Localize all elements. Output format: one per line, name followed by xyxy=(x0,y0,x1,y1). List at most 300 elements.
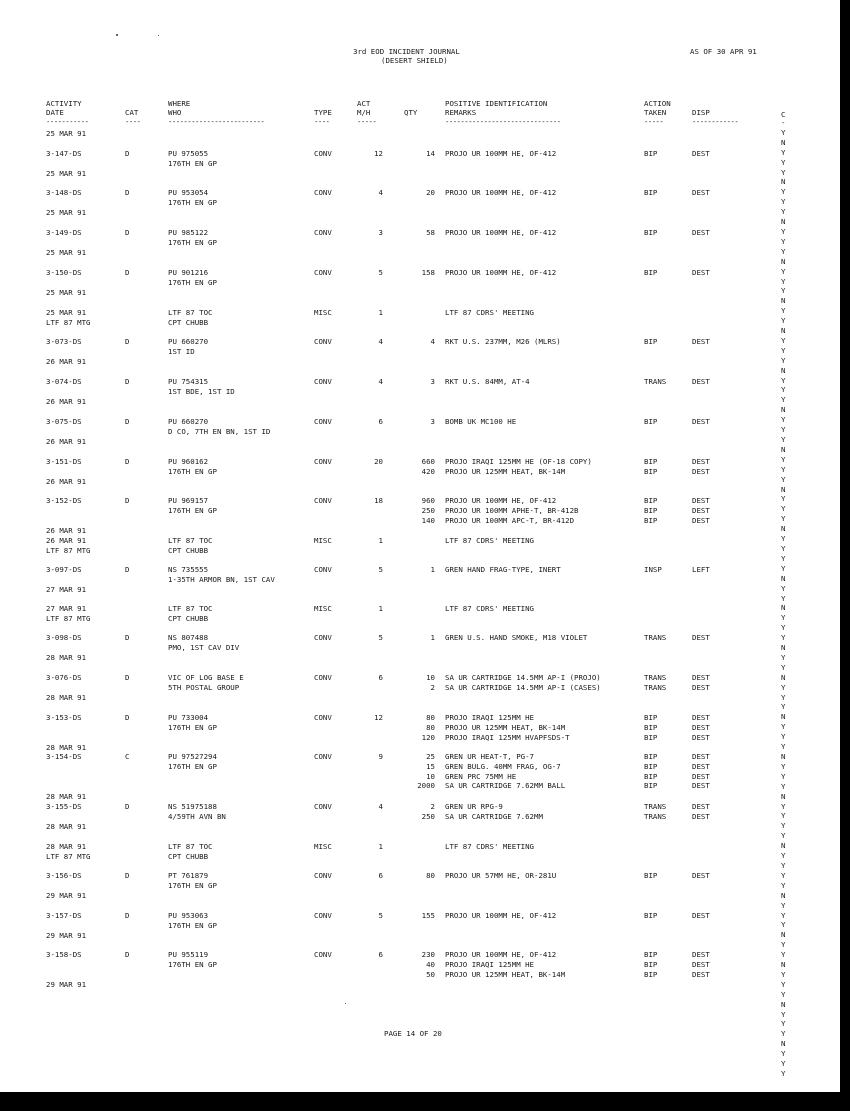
col-who: WHO xyxy=(168,108,182,117)
man-hours: 12 xyxy=(374,713,383,722)
item-identification: LTF 87 CDRS' MEETING xyxy=(445,842,534,851)
item-disposition: DEST xyxy=(692,732,710,742)
underline-posid: ------------------------------ xyxy=(445,117,561,126)
scan-speck xyxy=(158,35,159,36)
item-action: BIP xyxy=(644,496,658,505)
where-location: VIC OF LOG BASE E xyxy=(168,673,244,682)
item-qty: 158 xyxy=(421,268,435,277)
item-identification: PROJO UR 100MM APC-T, BR-412D xyxy=(445,515,575,525)
incident-type: CONV xyxy=(314,377,332,386)
incident-type: MISC xyxy=(314,842,332,851)
item-qty: 80 xyxy=(426,871,435,880)
category: D xyxy=(125,911,130,920)
item-disposition: DEST xyxy=(692,871,710,880)
item-disposition: DEST xyxy=(692,969,710,979)
man-hours: 1 xyxy=(378,604,383,613)
category: D xyxy=(125,713,130,722)
category: D xyxy=(125,228,130,237)
incident-type: CONV xyxy=(314,268,332,277)
who-unit: 1ST BDE, 1ST ID xyxy=(168,386,235,396)
scan-speck xyxy=(345,1003,346,1004)
item-identification: RKT U.S. 237MM, M26 (MLRS) xyxy=(445,337,561,346)
item-action: BIP xyxy=(644,466,658,476)
who-unit: 176TH EN GP xyxy=(168,722,217,732)
item-identification: PROJO UR 100MM HE, OF-412 xyxy=(445,228,557,237)
item-action: BIP xyxy=(644,771,658,781)
where-location: PU 733004 xyxy=(168,713,209,722)
who-unit: 4/59TH AVN BN xyxy=(168,811,226,821)
journal-subtitle: (DESERT SHIELD) xyxy=(381,56,448,65)
item-qty: 120 xyxy=(421,732,435,742)
category: D xyxy=(125,871,130,880)
next-date: 29 MAR 91 xyxy=(46,891,87,901)
incident-type: CONV xyxy=(314,496,332,505)
item-disposition: DEST xyxy=(692,337,710,346)
item-identification: LTF 87 CDRS' MEETING xyxy=(445,604,534,613)
item-disposition: DEST xyxy=(692,457,710,466)
underline-action: ----- xyxy=(644,117,664,126)
item-disposition: DEST xyxy=(692,752,710,761)
where-location: PU 955119 xyxy=(168,950,209,959)
next-date: 28 MAR 91 xyxy=(46,822,87,832)
item-disposition: DEST xyxy=(692,959,710,969)
incident-type: CONV xyxy=(314,752,332,761)
incident-type: CONV xyxy=(314,871,332,880)
item-disposition: DEST xyxy=(692,505,710,515)
item-action: BIP xyxy=(644,761,658,771)
man-hours: 4 xyxy=(378,377,383,386)
incident-type: CONV xyxy=(314,228,332,237)
item-identification: PROJO UR 125MM HEAT, BK-14M xyxy=(445,722,566,732)
where-location: PU 969157 xyxy=(168,496,209,505)
item-identification: PROJO UR 100MM HE, OF-412 xyxy=(445,268,557,277)
underline-type: ---- xyxy=(314,117,330,126)
incident-type: CONV xyxy=(314,911,332,920)
item-qty: 10 xyxy=(426,771,435,781)
scan-border-right xyxy=(840,0,850,1111)
item-disposition: DEST xyxy=(692,802,710,811)
item-identification: RKT U.S. 84MM, AT-4 xyxy=(445,377,530,386)
next-date: 26 MAR 91 xyxy=(46,437,87,447)
incident-type: CONV xyxy=(314,417,332,426)
col-type: TYPE xyxy=(314,108,332,117)
man-hours: 6 xyxy=(378,417,383,426)
item-action: BIP xyxy=(644,722,658,732)
item-identification: PROJO UR 125MM HEAT, BK-14M xyxy=(445,969,566,979)
item-qty: 40 xyxy=(426,959,435,969)
item-qty: 80 xyxy=(426,722,435,732)
item-qty: 25 xyxy=(426,752,435,761)
activity-id: 3-098-DS xyxy=(46,633,82,642)
item-disposition: DEST xyxy=(692,911,710,920)
item-disposition: DEST xyxy=(692,950,710,959)
where-location: PU 754315 xyxy=(168,377,209,386)
item-disposition: DEST xyxy=(692,188,710,197)
activity-id: 28 MAR 91 xyxy=(46,842,87,851)
item-qty: 660 xyxy=(421,457,435,466)
item-action: BIP xyxy=(644,515,658,525)
scan-speck xyxy=(116,34,118,36)
c-column-values: - Y N Y Y Y N Y Y Y N Y Y Y N Y Y Y N Y Y N Y Y Y N Y Y Y N Y Y Y N Y Y Y N Y Y Y N Y Y Y Y N Y Y N Y Y Y N Y Y N Y Y Y N Y Y Y N Y Y Y N Y Y Y Y N Y Y Y Y N Y Y Y N Y Y N Y Y Y N Y Y Y N Y Y Y xyxy=(781,118,786,1078)
item-action: BIP xyxy=(644,268,658,277)
activity-id: 3-152-DS xyxy=(46,496,82,505)
incident-type: MISC xyxy=(314,308,332,317)
where-location: NS 735555 xyxy=(168,565,209,574)
man-hours: 1 xyxy=(378,842,383,851)
item-qty: 10 xyxy=(426,673,435,682)
man-hours: 12 xyxy=(374,149,383,158)
next-date: 28 MAR 91 xyxy=(46,742,87,752)
item-identification: PROJO UR 100MM HE, OF-412 xyxy=(445,950,557,959)
item-qty: 1 xyxy=(430,633,435,642)
item-disposition: DEST xyxy=(692,811,710,821)
item-identification: PROJO IRAQI 125MM HVAPFSDS-T xyxy=(445,732,570,742)
where-location: PU 985122 xyxy=(168,228,209,237)
item-action: BIP xyxy=(644,457,658,466)
item-identification: PROJO UR 100MM APHE-T, BR-412B xyxy=(445,505,579,515)
item-action: BIP xyxy=(644,337,658,346)
man-hours: 6 xyxy=(378,950,383,959)
item-qty: 3 xyxy=(430,377,435,386)
category: D xyxy=(125,496,130,505)
item-qty: 58 xyxy=(426,228,435,237)
who-unit: CPT CHUBB xyxy=(168,613,209,623)
where-location: LTF 87 TOC xyxy=(168,536,213,545)
incident-type: CONV xyxy=(314,633,332,642)
category: D xyxy=(125,377,130,386)
item-disposition: DEST xyxy=(692,268,710,277)
activity-date-sub: LTF 87 MTG xyxy=(46,851,91,861)
who-unit: 5TH POSTAL GROUP xyxy=(168,682,240,692)
activity-id: 3-075-DS xyxy=(46,417,82,426)
who-unit: 176TH EN GP xyxy=(168,466,217,476)
underline-activity: ----------- xyxy=(46,117,89,126)
col-posid: POSITIVE IDENTIFICATION xyxy=(445,99,548,108)
incident-type: CONV xyxy=(314,149,332,158)
activity-id: 25 MAR 91 xyxy=(46,308,87,317)
category: D xyxy=(125,633,130,642)
activity-date-sub: LTF 87 MTG xyxy=(46,317,91,327)
col-where: WHERE xyxy=(168,99,191,108)
scan-border-bottom xyxy=(0,1092,850,1111)
underline-act: ----- xyxy=(357,117,377,126)
activity-date-sub: LTF 87 MTG xyxy=(46,613,91,623)
category: D xyxy=(125,149,130,158)
item-identification: LTF 87 CDRS' MEETING xyxy=(445,536,534,545)
activity-date-sub: LTF 87 MTG xyxy=(46,545,91,555)
who-unit: PMO, 1ST CAV DIV xyxy=(168,642,240,652)
item-disposition: DEST xyxy=(692,228,710,237)
item-disposition: DEST xyxy=(692,771,710,781)
item-action: BIP xyxy=(644,505,658,515)
item-action: TRANS xyxy=(644,633,667,642)
item-action: BIP xyxy=(644,713,658,722)
who-unit: 176TH EN GP xyxy=(168,920,217,930)
item-disposition: DEST xyxy=(692,722,710,732)
item-action: BIP xyxy=(644,959,658,969)
item-action: BIP xyxy=(644,149,658,158)
incident-type: MISC xyxy=(314,604,332,613)
as-of-date: AS OF 30 APR 91 xyxy=(690,47,757,56)
item-action: TRANS xyxy=(644,811,667,821)
where-location: PT 761879 xyxy=(168,871,209,880)
activity-id: 3-076-DS xyxy=(46,673,82,682)
item-action: BIP xyxy=(644,969,658,979)
page-number: PAGE 14 OF 20 xyxy=(384,1029,442,1038)
item-qty: 3 xyxy=(430,417,435,426)
activity-id: 3-157-DS xyxy=(46,911,82,920)
who-unit: CPT CHUBB xyxy=(168,545,209,555)
where-location: PU 901216 xyxy=(168,268,209,277)
item-disposition: DEST xyxy=(692,377,710,386)
next-date: 26 MAR 91 xyxy=(46,357,87,367)
activity-id: 3-149-DS xyxy=(46,228,82,237)
incident-type: MISC xyxy=(314,536,332,545)
col-act: ACT xyxy=(357,99,371,108)
item-qty: 4 xyxy=(430,337,435,346)
activity-id: 3-074-DS xyxy=(46,377,82,386)
activity-id: 3-097-DS xyxy=(46,565,82,574)
item-action: BIP xyxy=(644,911,658,920)
item-action: BIP xyxy=(644,752,658,761)
where-location: LTF 87 TOC xyxy=(168,604,213,613)
col-qty: QTY xyxy=(404,108,418,117)
col-taken: TAKEN xyxy=(644,108,667,117)
next-date: 29 MAR 91 xyxy=(46,931,87,941)
underline-cat: ---- xyxy=(125,117,141,126)
item-qty: 20 xyxy=(426,188,435,197)
who-unit: CPT CHUBB xyxy=(168,317,209,327)
item-qty: 2 xyxy=(430,682,435,692)
col-c: C xyxy=(781,110,786,119)
man-hours: 1 xyxy=(378,536,383,545)
activity-id: 3-148-DS xyxy=(46,188,82,197)
item-action: TRANS xyxy=(644,673,667,682)
activity-id: 3-155-DS xyxy=(46,802,82,811)
next-date: 28 MAR 91 xyxy=(46,693,87,703)
activity-id: 3-150-DS xyxy=(46,268,82,277)
where-location: PU 97527294 xyxy=(168,752,217,761)
col-disp: DISP xyxy=(692,108,710,117)
category: D xyxy=(125,417,130,426)
incident-type: CONV xyxy=(314,337,332,346)
item-qty: 14 xyxy=(426,149,435,158)
man-hours: 6 xyxy=(378,673,383,682)
next-date: 29 MAR 91 xyxy=(46,979,87,989)
where-location: NS 51975188 xyxy=(168,802,217,811)
item-identification: GREN HAND FRAG-TYPE, INERT xyxy=(445,565,561,574)
next-date: 26 MAR 91 xyxy=(46,477,87,487)
man-hours: 4 xyxy=(378,802,383,811)
item-identification: PROJO UR 100MM HE, OF-412 xyxy=(445,496,557,505)
incident-type: CONV xyxy=(314,673,332,682)
who-unit: 1ST ID xyxy=(168,346,195,356)
col-cat: CAT xyxy=(125,108,139,117)
man-hours: 5 xyxy=(378,911,383,920)
item-identification: GREN BULG. 40MM FRAG, OG-7 xyxy=(445,761,561,771)
item-identification: SA UR CARTRIDGE 7.62MM BALL xyxy=(445,781,566,791)
activity-id: 3-151-DS xyxy=(46,457,82,466)
category: D xyxy=(125,337,130,346)
who-unit: 176TH EN GP xyxy=(168,158,217,168)
item-qty: 1 xyxy=(430,565,435,574)
item-identification: GREN UR HEAT-T, PG-7 xyxy=(445,752,534,761)
item-qty: 250 xyxy=(421,505,435,515)
item-qty: 80 xyxy=(426,713,435,722)
where-location: PU 975055 xyxy=(168,149,209,158)
incident-type: CONV xyxy=(314,950,332,959)
where-location: PU 960162 xyxy=(168,457,209,466)
underline-where: ------------------------- xyxy=(168,117,265,126)
item-identification: GREN PRC 75MM HE xyxy=(445,771,517,781)
item-identification: PROJO UR 57MM HE, OR-281U xyxy=(445,871,557,880)
item-disposition: DEST xyxy=(692,761,710,771)
item-qty: 155 xyxy=(421,911,435,920)
category: D xyxy=(125,457,130,466)
col-action: ACTION xyxy=(644,99,671,108)
next-date: 25 MAR 91 xyxy=(46,248,87,258)
incident-type: CONV xyxy=(314,713,332,722)
item-identification: PROJO UR 125MM HEAT, BK-14M xyxy=(445,466,566,476)
item-qty: 960 xyxy=(421,496,435,505)
col-date: DATE xyxy=(46,108,64,117)
who-unit: 176TH EN GP xyxy=(168,761,217,771)
activity-id: 3-153-DS xyxy=(46,713,82,722)
man-hours: 6 xyxy=(378,871,383,880)
item-identification: PROJO IRAQI 125MM HE xyxy=(445,713,534,722)
item-action: BIP xyxy=(644,950,658,959)
item-qty: 2 xyxy=(430,802,435,811)
item-qty: 140 xyxy=(421,515,435,525)
activity-id: 3-147-DS xyxy=(46,149,82,158)
next-date: 26 MAR 91 xyxy=(46,525,87,535)
item-identification: SA UR CARTRIDGE 7.62MM xyxy=(445,811,543,821)
who-unit: 1-35TH ARMOR BN, 1ST CAV xyxy=(168,574,275,584)
item-qty: 230 xyxy=(421,950,435,959)
where-location: LTF 87 TOC xyxy=(168,842,213,851)
item-qty: 250 xyxy=(421,811,435,821)
item-action: BIP xyxy=(644,732,658,742)
item-action: BIP xyxy=(644,871,658,880)
man-hours: 18 xyxy=(374,496,383,505)
item-disposition: DEST xyxy=(692,673,710,682)
man-hours: 4 xyxy=(378,188,383,197)
man-hours: 5 xyxy=(378,633,383,642)
item-identification: PROJO UR 100MM HE, OF-412 xyxy=(445,149,557,158)
where-location: PU 660270 xyxy=(168,417,209,426)
man-hours: 4 xyxy=(378,337,383,346)
activity-id: 3-073-DS xyxy=(46,337,82,346)
man-hours: 20 xyxy=(374,457,383,466)
item-action: BIP xyxy=(644,781,658,791)
next-date: 25 MAR 91 xyxy=(46,208,87,218)
where-location: PU 953063 xyxy=(168,911,209,920)
item-disposition: LEFT xyxy=(692,565,710,574)
item-disposition: DEST xyxy=(692,713,710,722)
activity-id: 3-156-DS xyxy=(46,871,82,880)
item-action: TRANS xyxy=(644,377,667,386)
item-identification: GREN U.S. HAND SMOKE, M18 VIOLET xyxy=(445,633,588,642)
item-identification: BOMB UK MC100 HE xyxy=(445,417,517,426)
who-unit: 176TH EN GP xyxy=(168,277,217,287)
incident-type: CONV xyxy=(314,457,332,466)
man-hours: 5 xyxy=(378,268,383,277)
item-identification: SA UR CARTRIDGE 14.5MM AP-I (CASES) xyxy=(445,682,601,692)
who-unit: 176TH EN GP xyxy=(168,237,217,247)
item-action: TRANS xyxy=(644,682,667,692)
next-date: 25 MAR 91 xyxy=(46,288,87,298)
item-identification: PROJO IRAQI 125MM HE (OF-18 COPY) xyxy=(445,457,592,466)
item-identification: PROJO UR 100MM HE, OF-412 xyxy=(445,188,557,197)
col-remarks: REMARKS xyxy=(445,108,477,117)
item-qty: 15 xyxy=(426,761,435,771)
journal-title: 3rd EOD INCIDENT JOURNAL xyxy=(353,47,460,56)
col-activity: ACTIVITY xyxy=(46,99,82,108)
item-action: BIP xyxy=(644,228,658,237)
category: D xyxy=(125,950,130,959)
activity-id: 26 MAR 91 xyxy=(46,536,87,545)
category: D xyxy=(125,268,130,277)
item-identification: PROJO UR 100MM HE, OF-412 xyxy=(445,911,557,920)
activity-id: 3-154-DS xyxy=(46,752,82,761)
item-action: BIP xyxy=(644,188,658,197)
col-mh: M/H xyxy=(357,108,371,117)
item-disposition: DEST xyxy=(692,515,710,525)
next-date: 28 MAR 91 xyxy=(46,791,87,801)
item-qty: 50 xyxy=(426,969,435,979)
who-unit: 176TH EN GP xyxy=(168,959,217,969)
man-hours: 1 xyxy=(378,308,383,317)
item-disposition: DEST xyxy=(692,633,710,642)
next-date: 28 MAR 91 xyxy=(46,653,87,663)
activity-id: 3-158-DS xyxy=(46,950,82,959)
category: C xyxy=(125,752,130,761)
who-unit: CPT CHUBB xyxy=(168,851,209,861)
item-disposition: DEST xyxy=(692,496,710,505)
category: D xyxy=(125,673,130,682)
where-location: PU 660270 xyxy=(168,337,209,346)
man-hours: 5 xyxy=(378,565,383,574)
item-action: BIP xyxy=(644,417,658,426)
item-disposition: DEST xyxy=(692,466,710,476)
item-disposition: DEST xyxy=(692,781,710,791)
item-identification: PROJO IRAQI 125MM HE xyxy=(445,959,534,969)
item-identification: GREN UR RPG-9 xyxy=(445,802,503,811)
next-date: 25 MAR 91 xyxy=(46,169,87,179)
item-disposition: DEST xyxy=(692,149,710,158)
incident-type: CONV xyxy=(314,565,332,574)
item-action: TRANS xyxy=(644,802,667,811)
where-location: LTF 87 TOC xyxy=(168,308,213,317)
who-unit: 176TH EN GP xyxy=(168,505,217,515)
item-qty: 2000 xyxy=(417,781,435,791)
first-date: 25 MAR 91 xyxy=(46,129,87,138)
item-action: INSP xyxy=(644,565,662,574)
next-date: 27 MAR 91 xyxy=(46,585,87,595)
category: D xyxy=(125,565,130,574)
where-location: NS 807488 xyxy=(168,633,209,642)
item-identification: LTF 87 CDRS' MEETING xyxy=(445,308,534,317)
category: D xyxy=(125,802,130,811)
where-location: PU 953054 xyxy=(168,188,209,197)
incident-type: CONV xyxy=(314,188,332,197)
item-identification: SA UR CARTRIDGE 14.5MM AP-I (PROJO) xyxy=(445,673,601,682)
category: D xyxy=(125,188,130,197)
underline-disp: ------------ xyxy=(692,117,739,126)
who-unit: 176TH EN GP xyxy=(168,880,217,890)
who-unit: D CO, 7TH EN BN, 1ST ID xyxy=(168,426,271,436)
item-qty: 420 xyxy=(421,466,435,476)
